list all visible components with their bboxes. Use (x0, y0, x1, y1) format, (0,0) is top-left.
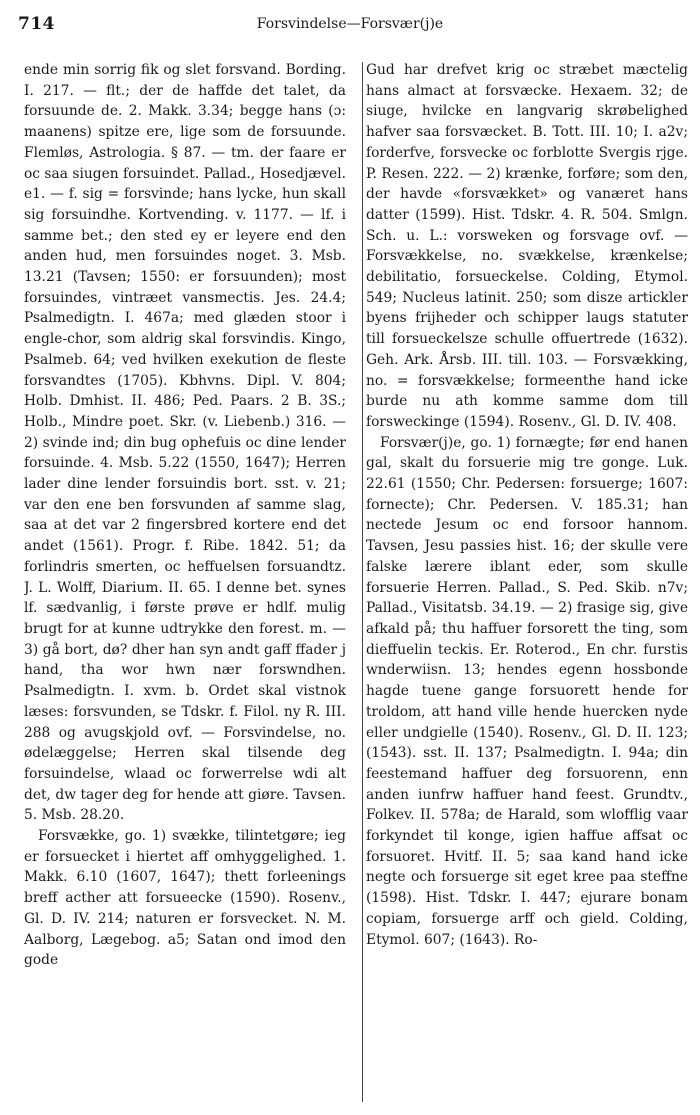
right-column (366, 60, 688, 1105)
left-paragraph-1: ende min sorrig fik og slet forsvand. Bording. I. 217. — flt.; der de haffde det talet, da forsuunde de. 2. Makk. 3.34; begge hans (ɔ: maanens) spitze ere, lige som de forsuunde. Flemløs, Astrologia. § 87. — tm. der faare er oc saa siugen forsuindet. Pallad., Hosedjævel. e1. — f. sig = forsvinde; hans lycke, hun skall sig forsuindhe. Kortvending. v. 1177. — lf. i samme bet.; den sted ey er leyere end den anden hud, men forsuindes noget. 3. Msb. 13.21 (Tavsen; 1550: er forsuunden); most forsuindes, vintræet vansmectis. Jes. 24.4; Psalmedigtn. I. 467a; med glæden stoor i engle-chor, som aldrig skal forsvindis. Kingo, Psalmeb. 64; ved hvilken exekution de fleste forsvandtes (1705). Kbhvns. Dipl. V. 804; Holb. Dmhist. II. 486; Ped. Paars. 2 B. 3S.; Holb., Mindre poet. Skr. (v. Liebenb.) 316. — 2) svinde ind; din bug ophefuis oc dine lender forsuinde. 4. Msb. 5.22 (1550, 1647); Herren lader dine lender forsuindis bort. sst. v. 21; var den ene ben forsvunden af samme slag, saa at det var 2 fingersbred kortere end det andet (1561). Progr. f. Ribe. 1842. 51; da forlindris smerten, oc heffuelsen forsuandtz. J. L. Wolff, Diarium. II. 65. I denne bet. synes lf. sædvanlig, i første prøve er hdlf. mulig brugt for at kunne udtrykke den forest. m. — 3) gå bort, dø? dher han syn andt gaff ffader j hand, tha wor hwn nær forswndhen. Psalmedigtn. I. xvm. b. Ordet skal vistnok læses: forsvunden, se Tdskr. f. Filol. ny R. III. 288 og avugskjold ovf. — Forsvindelse, no. ødelæggelse; Herren skal tilsende deg forsuindelse, wlaad oc forwerrelse wdi alt det, dw tager deg for hende att giøre. Tavsen. 5. Msb. 28.20. (24, 62, 346, 824)
entry-forsvaekke: Forsvække, go. 1) svække, tilintetgøre; ieg er forsuecket i hiertet aff omhyggelighed. 1. Makk. 6.10 (1607, 1647); thett forleenings breff acther att forsueecke (1590). Rosenv., Gl. D. IV. 214; naturen er forsvecket. N. M. Aalborg, Lægebog. a5; Satan ond imod den gode (24, 828, 346, 969)
text-columns (24, 60, 688, 1105)
running-head: Forsvindelse—Forsvær(j)e (256, 16, 444, 32)
left-column (24, 60, 346, 1105)
page-number: 714 (18, 14, 55, 34)
entry-forsvaerje: Forsvær(j)e, go. 1) fornægte; før end hanen gal, skalt du forsuerie mig tre gonge. Luk. 22.61 (1550; Chr. Pedersen: forsuerge; 1607: fornecte); Chr. Pedersen. V. 185.31; han nectede Jesum oc end forsoor hannom. Tavsen, Jesu passies hist. 16; der skulle vere falske lærere iblant eder, som skulle forsuerie Herren. Pallad., S. Ped. Skib. n7v; Pallad., Visitatsb. 34.19. — 2) frasige sig, give afkald på; thu haffuer forsorett the ting, som dieffuelin teckis. Er. Roterod., En chr. furstis wnderwiisn. 13; hendes egenn hossbonde hagde tuene gange forsuorett hende for troldom, att hand ville hende huercken nyde eller undgielle (1540). Rosenv., Gl. D. II. 123; (1543). sst. II. 137; Psalmedigtn. I. 94a; din feestemand haffuer deg forsuorenn, enn anden iunfrw haffuer hand feest. Grundtv., Folkev. II. 578a; de Harald, som wlofflig vaar forkyndet til konge, igien haffue affsat oc forsuoret. Hvitf. II. 5; saa kand hand icke negte och forsuerge sit eget kree paa steffne (1598). Hist. Tdskr. I. 447; ejurare bonam copiam, forsuerge arff och gield. Colding, Etymol. 607; (1643). Ro- (366, 434, 688, 948)
right-paragraph-1: Gud har drefvet krig oc stræbet mæctelig hans almact at forsvæcke. Hexaem. 32; de siuge, hvilcke en langvarig skrøbelighed hafver saa forsvæcket. B. Tott. III. 10; I. a2v; forderfve, forsvecke oc forblotte Svergis rjge. P. Resen. 222. — 2) krænke, forføre; som den, der havde «forsvækket» og vanæret hans datter (1599). Hist. Tdskr. 4. R. 504. Smlgn. Sch. u. L.: vorsweken og forsvage ovf. — Forsvækkelse, no. svækkelse, krænkelse; debilitatio, forsueckelse. Colding, Etymol. 549; Nucleus latinit. 250; som disze artickler byens frijheder och schipper laugs statuter till forsueckelsze schulle offuertrede (1632). Geh. Ark. Årsb. III. till. 103. — Forsvækking, no. = forsvækkelse; formeenthe hand icke burde nu ath komme samme dom till forsweckinge (1594). Rosenv., Gl. D. IV. 408. (366, 62, 688, 430)
